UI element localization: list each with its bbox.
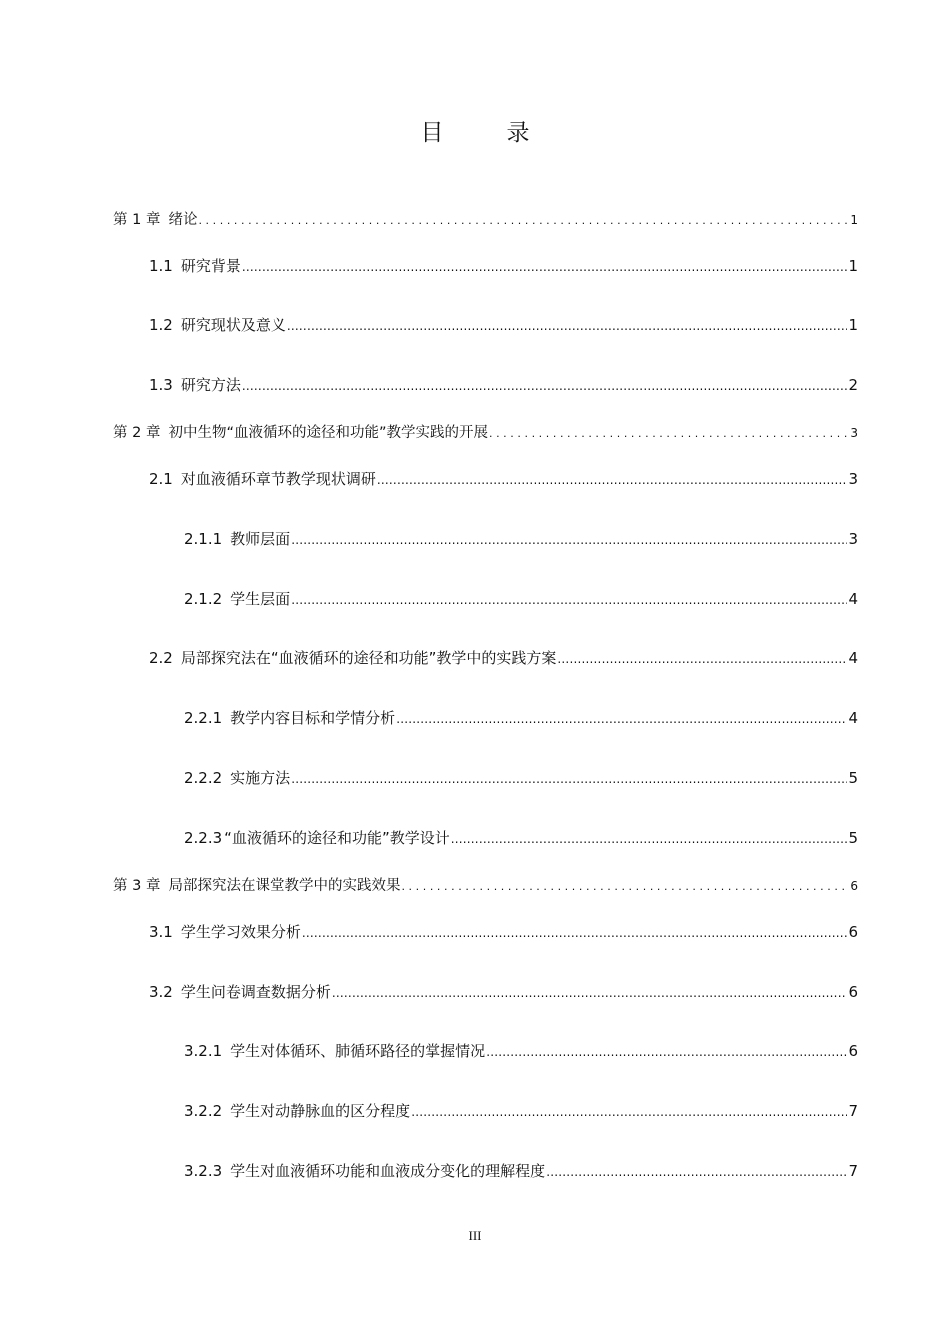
entry-text: 初中生物“血液循环的途径和功能”教学实践的开展 <box>168 425 488 441</box>
entry-number: 3.2.3 <box>184 1162 223 1180</box>
dot-leader <box>198 214 849 227</box>
entry-text: “血液循环的途径和功能”教学设计 <box>224 829 450 847</box>
toc-entry-chapter-3[interactable] <box>113 874 858 896</box>
entry-text: 实施方法 <box>230 769 291 787</box>
dot-leader <box>242 379 848 393</box>
entry-text: 研究现状及意义 <box>180 316 286 334</box>
entry-text: 研究方法 <box>180 376 241 394</box>
toc-title: 目 录 <box>420 120 550 146</box>
dot-leader <box>396 712 847 726</box>
toc-entry-2-1-2[interactable] <box>184 588 858 610</box>
entry-text: 学生学习效果分析 <box>180 923 301 941</box>
entry-number: 2.1 <box>149 470 173 488</box>
entry-page: 6 <box>848 983 858 1001</box>
entry-text: 绪论 <box>168 212 198 228</box>
entry-page: 1 <box>848 257 858 275</box>
toc-entry-2-2-1[interactable] <box>184 707 858 729</box>
entry-number: 1.2 <box>149 316 173 334</box>
entry-text: 对血液循环章节教学现状调研 <box>180 470 376 488</box>
dot-leader <box>302 926 848 940</box>
toc-entry-2-2-2[interactable] <box>184 767 858 789</box>
entry-number: 2.2.3 <box>184 829 223 847</box>
entry-number: 第 2 章 <box>113 425 161 441</box>
dot-leader <box>489 427 849 440</box>
dot-leader <box>401 880 849 893</box>
entry-page: 6 <box>848 923 858 941</box>
entry-page: 4 <box>848 709 858 727</box>
entry-number: 2.1.2 <box>184 590 223 608</box>
toc-entry-3-2-3[interactable] <box>184 1160 858 1182</box>
entry-text: 局部探究法在课堂教学中的实践效果 <box>168 878 401 894</box>
entry-number: 2.1.1 <box>184 530 223 548</box>
toc-entry-2-2[interactable] <box>149 647 858 669</box>
entry-text: 学生对血液循环功能和血液成分变化的理解程度 <box>230 1162 546 1180</box>
entry-text: 研究背景 <box>180 257 241 275</box>
dot-leader <box>451 832 848 846</box>
dot-leader <box>411 1105 847 1119</box>
entry-number: 2.2.1 <box>184 709 223 727</box>
entry-page: 3 <box>850 426 858 440</box>
dot-leader <box>287 319 848 333</box>
entry-page: 4 <box>848 590 858 608</box>
entry-page: 6 <box>848 1042 858 1060</box>
entry-number: 第 1 章 <box>113 212 161 228</box>
entry-page: 7 <box>848 1102 858 1120</box>
entry-text: 教师层面 <box>230 530 291 548</box>
dot-leader <box>377 473 848 487</box>
toc-entry-2-2-3[interactable] <box>184 827 858 849</box>
entry-page: 6 <box>850 879 858 893</box>
toc-entry-1-1[interactable] <box>149 255 858 277</box>
toc-entry-1-2[interactable] <box>149 314 858 336</box>
entry-page: 3 <box>848 530 858 548</box>
dot-leader <box>332 986 848 1000</box>
entry-number: 3.2.2 <box>184 1102 223 1120</box>
dot-leader <box>546 1165 847 1179</box>
dot-leader <box>486 1045 847 1059</box>
toc-entry-chapter-2[interactable] <box>113 421 858 443</box>
entry-page: 5 <box>848 829 858 847</box>
toc-entry-3-1[interactable] <box>149 921 858 943</box>
toc-entry-2-1-1[interactable] <box>184 528 858 550</box>
toc-entry-3-2-2[interactable] <box>184 1100 858 1122</box>
entry-number: 3.1 <box>149 923 173 941</box>
entry-text: 学生对体循环、肺循环路径的掌握情况 <box>230 1042 486 1060</box>
entry-page: 2 <box>848 376 858 394</box>
entry-text: 教学内容目标和学情分析 <box>230 709 396 727</box>
toc-entry-2-1[interactable] <box>149 468 858 490</box>
dot-leader <box>242 260 848 274</box>
toc-entry-3-2[interactable] <box>149 981 858 1003</box>
entry-number: 3.2 <box>149 983 173 1001</box>
page-number-footer: III <box>468 1228 482 1243</box>
entry-number: 3.2.1 <box>184 1042 223 1060</box>
entry-text: 局部探究法在“血液循环的途径和功能”教学中的实践方案 <box>180 649 557 667</box>
entry-number: 1.3 <box>149 376 173 394</box>
entry-page: 7 <box>848 1162 858 1180</box>
entry-page: 1 <box>850 213 858 227</box>
entry-number: 2.2 <box>149 649 173 667</box>
toc-entry-3-2-1[interactable] <box>184 1040 858 1062</box>
entry-text: 学生对动静脉血的区分程度 <box>230 1102 411 1120</box>
toc-entry-1-3[interactable] <box>149 374 858 396</box>
dot-leader <box>557 652 847 666</box>
entry-number: 2.2.2 <box>184 769 223 787</box>
entry-page: 3 <box>848 470 858 488</box>
entry-number: 1.1 <box>149 257 173 275</box>
toc-entry-chapter-1[interactable] <box>113 208 858 230</box>
dot-leader <box>291 533 847 547</box>
entry-text: 学生层面 <box>230 590 291 608</box>
entry-text: 学生问卷调查数据分析 <box>180 983 331 1001</box>
dot-leader <box>291 772 847 786</box>
entry-page: 4 <box>848 649 858 667</box>
dot-leader <box>291 593 847 607</box>
entry-page: 5 <box>848 769 858 787</box>
entry-number: 第 3 章 <box>113 878 161 894</box>
entry-page: 1 <box>848 316 858 334</box>
